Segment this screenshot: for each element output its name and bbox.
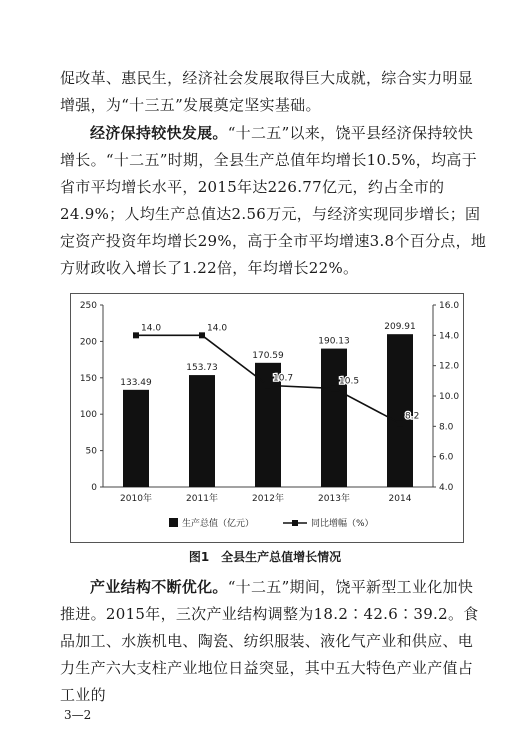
right-tick-label: 4.0 <box>439 483 454 493</box>
paragraph-intro: 促改革、惠民生，经济社会发展取得巨大成就，综合实力明显增强，为“十三五”发展奠定坚实基础。 <box>60 69 474 114</box>
left-tick-label: 0 <box>91 483 97 493</box>
left-tick-label: 250 <box>79 301 97 311</box>
heading-economy: 经济保持较快发展。 <box>90 124 228 142</box>
x-tick-label: 2013年 <box>318 494 350 504</box>
right-tick-label: 16.0 <box>439 301 460 311</box>
paragraph-industry-text: “十二五”期间，饶平新型工业化加快推进。2015年，三次产业结构调整为18.2∶42.6∶39.2。食品加工、水族机电、陶瓷、纺织服装、液化气产业和供应、电力生产六大支柱产业地位日益突显，其中五大特色产业产值占工业的 <box>60 578 479 704</box>
bar <box>189 375 215 487</box>
gdp-chart <box>70 293 464 543</box>
x-tick-label: 2010年 <box>120 494 152 504</box>
paragraph-economy <box>60 120 488 282</box>
growth-point <box>331 385 337 391</box>
figure-caption: 图1 全县生产总值增长情况 <box>188 550 342 564</box>
growth-point <box>265 382 271 388</box>
bar-value-label: 153.73 <box>186 363 218 374</box>
gdp-chart-svg <box>71 294 463 542</box>
growth-point <box>199 332 205 338</box>
bar-value-label: 209.91 <box>384 322 416 333</box>
legend-bar-label: 生产总值（亿元） <box>182 519 255 529</box>
x-tick-label: 2012年 <box>252 494 284 504</box>
growth-value-label: 14.0 <box>207 323 228 334</box>
heading-industry: 产业结构不断优化。 <box>90 578 228 596</box>
legend-bar-swatch <box>169 518 178 527</box>
paragraph-industry <box>60 574 488 709</box>
right-tick-label: 12.0 <box>439 361 460 372</box>
paragraph-economy-text: “十二五”以来，饶平县经济保持较快增长。“十二五”时期，全县生产总值年均增长10.5%，均高于省市平均增长水平，2015年达226.77亿元，约占全市的24.9%；人均生产总值达2.56万元，与经济实现同步增长；固定资产投资年均增长29%，高于全市平均增速3.8个百分点，地方财政收入增长了1.22倍，年均增长22%。 <box>60 124 487 277</box>
legend-line-label: 同比增幅（%） <box>311 519 374 529</box>
legend-line-marker <box>292 520 298 526</box>
right-tick-label: 14.0 <box>439 331 460 342</box>
growth-point <box>133 332 139 338</box>
bar-value-label: 190.13 <box>318 336 350 347</box>
growth-value-label: 14.0 <box>141 323 162 334</box>
x-tick-label: 2011年 <box>186 494 218 504</box>
growth-value-label: 10.5 <box>339 376 360 387</box>
x-tick-label: 2014 <box>388 494 412 504</box>
left-tick-label: 150 <box>79 373 97 384</box>
left-tick-label: 100 <box>79 410 97 421</box>
right-tick-label: 8.0 <box>439 422 454 433</box>
bar <box>321 349 347 487</box>
growth-value-label: 10.7 <box>273 373 294 384</box>
bar <box>123 390 149 487</box>
bar-value-label: 170.59 <box>252 350 284 361</box>
growth-point <box>397 420 403 426</box>
right-tick-label: 10.0 <box>439 392 460 402</box>
bar-value-label: 133.49 <box>120 377 152 388</box>
left-tick-label: 50 <box>85 446 97 457</box>
page-number: 3—2 <box>64 708 92 722</box>
growth-value-label: 8.2 <box>405 411 420 422</box>
right-tick-label: 6.0 <box>439 452 454 463</box>
left-tick-label: 200 <box>79 337 97 348</box>
